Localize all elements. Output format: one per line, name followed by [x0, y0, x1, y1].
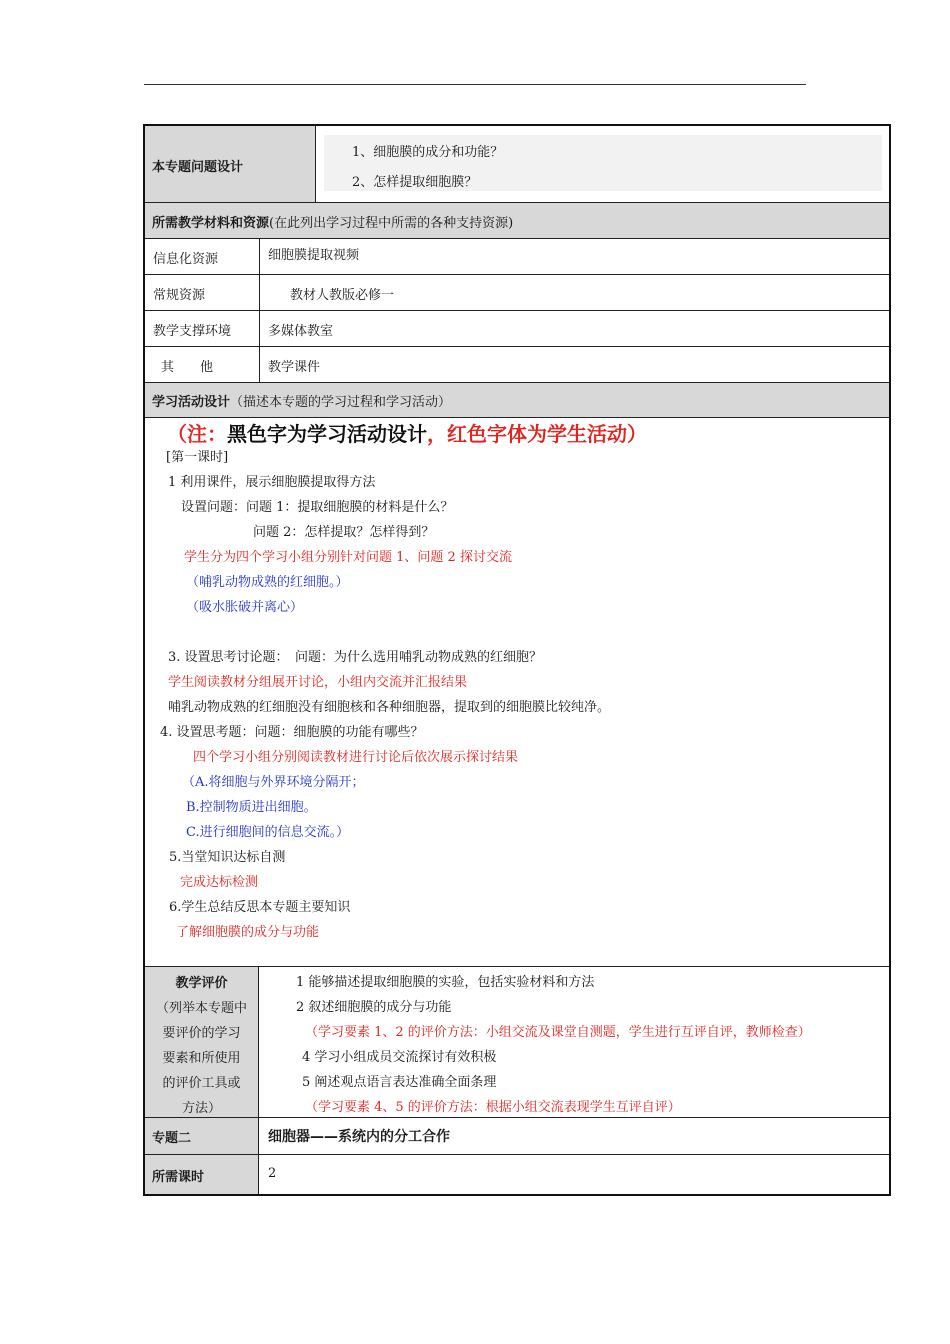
activity-line-answer: C.进行细胞间的信息交流。） [186, 825, 350, 840]
resource-value: 多媒体教室 [268, 324, 334, 339]
evaluation-desc-line: （列举本专题中 [155, 1001, 247, 1016]
activity-header-row [144, 383, 890, 417]
resources-header-label: 所需教学材料和资源 [152, 216, 270, 231]
evaluation-desc-line: 要评价的学习 [162, 1026, 241, 1041]
hours-value: 2 [268, 1166, 277, 1181]
activity-header-note: （描述本专题的学习过程和学习活动） [230, 395, 452, 410]
evaluation-content-cell [259, 967, 890, 1117]
activity-line-answer: （A.将细胞与外界环境分隔开； [182, 775, 365, 790]
activity-line-answer: （哺乳动物成熟的红细胞。） [186, 575, 349, 590]
evaluation-line: 5 阐述观点语言表达准确全面条理 [302, 1075, 497, 1090]
evaluation-line: 2 叙述细胞膜的成分与功能 [296, 1000, 452, 1015]
evaluation-desc-line: 要素和所使用 [162, 1051, 241, 1066]
evaluation-title: 教学评价 [175, 976, 228, 991]
evaluation-line: 4 学习小组成员交流探讨有效积极 [302, 1050, 497, 1065]
resource-row-environment [144, 311, 890, 346]
evaluation-desc-line: 方法） [181, 1101, 221, 1116]
resource-value: 细胞膜提取视频 [268, 248, 360, 263]
activity-line-student: 四个学习小组分别阅读教材进行讨论后依次展示探讨结果 [193, 750, 519, 765]
header-rule [144, 84, 806, 85]
problem-design-row [144, 125, 890, 203]
activity-header-label: 学习活动设计 [152, 395, 231, 410]
activity-header [152, 391, 451, 410]
activity-line-student: 完成达标检测 [180, 875, 259, 890]
activity-line: 5.当堂知识达标自测 [169, 850, 286, 865]
resources-header-row [144, 203, 890, 238]
evaluation-line: 1 能够描述提取细胞膜的实验，包括实验材料和方法 [296, 975, 595, 990]
activity-note [167, 418, 647, 447]
problem-design-content-cell [316, 125, 890, 203]
activity-line: [第一课时] [166, 450, 229, 465]
resource-row-info [144, 239, 890, 274]
activity-line: 4. 设置思考题：问题：细胞膜的功能有哪些？ [160, 725, 424, 740]
hours-label: 所需课时 [152, 1170, 205, 1185]
activity-line: 设置问题：问题 1：提取细胞膜的材料是什么？ [181, 500, 454, 515]
evaluation-row [144, 967, 890, 1117]
problem-design-label: 本专题问题设计 [152, 160, 244, 175]
topic2-row [144, 1118, 890, 1154]
evaluation-method: （学习要素 1、2 的评价方法：小组交流及课堂自测题，学生进行互评自评，教师检查） [305, 1025, 811, 1040]
activity-line-answer: B.控制物质进出细胞。 [186, 800, 317, 815]
activity-line: 3. 设置思考讨论题： 问题：为什么选用哺乳动物成熟的红细胞？ [168, 650, 543, 665]
resource-label: 信息化资源 [153, 252, 219, 267]
activity-note-open: （注： [167, 422, 227, 446]
evaluation-method: （学习要素 4、5 的评价方法：根据小组交流表现学生互评自评） [305, 1100, 681, 1115]
problem-design-label-cell [144, 125, 316, 203]
hours-label-cell [144, 1155, 259, 1195]
topic2-label: 专题二 [152, 1131, 192, 1146]
activity-note-black: 黑色字为学习活动设计 [227, 422, 427, 446]
resource-value: 教学课件 [268, 360, 321, 375]
activity-line: 6.学生总结反思本专题主要知识 [169, 900, 351, 915]
resources-header-note: (在此列出学习过程中所需的各种支持资源) [269, 216, 514, 231]
hours-row [144, 1155, 890, 1195]
activity-line: 1 利用课件，展示细胞膜提取得方法 [168, 475, 376, 490]
topic2-label-cell [144, 1118, 259, 1154]
problem-item-2: 2、怎样提取细胞膜？ [352, 175, 478, 190]
activity-content [144, 418, 890, 966]
resource-row-other [144, 347, 890, 382]
resource-value: 教材人教版必修一 [290, 288, 395, 303]
activity-line-answer: （吸水胀破并离心） [186, 600, 304, 615]
activity-line-student: 学生分为四个学习小组分别针对问题 1、问题 2 探讨交流 [184, 550, 512, 565]
resource-label: 其 他 [161, 360, 214, 375]
activity-line-student: 了解细胞膜的成分与功能 [176, 925, 320, 940]
topic2-title: 细胞器——系统内的分工合作 [268, 1129, 450, 1145]
activity-line: 问题 2：怎样提取？怎样得到？ [253, 525, 435, 540]
resource-row-regular [144, 275, 890, 310]
resource-label: 常规资源 [153, 288, 206, 303]
evaluation-desc-line: 的评价工具或 [162, 1076, 241, 1091]
resource-label: 教学支撑环境 [153, 324, 232, 339]
activity-note-red: ，红色字体为学生活动） [427, 422, 647, 446]
problem-item-1: 1、细胞膜的成分和功能？ [352, 145, 504, 160]
evaluation-label-cell [144, 967, 259, 1117]
activity-line: 哺乳动物成熟的红细胞没有细胞核和各种细胞器，提取到的细胞膜比较纯净。 [168, 700, 611, 715]
activity-line-student: 学生阅读教材分组展开讨论，小组内交流并汇报结果 [168, 675, 468, 690]
resources-header [152, 212, 513, 231]
